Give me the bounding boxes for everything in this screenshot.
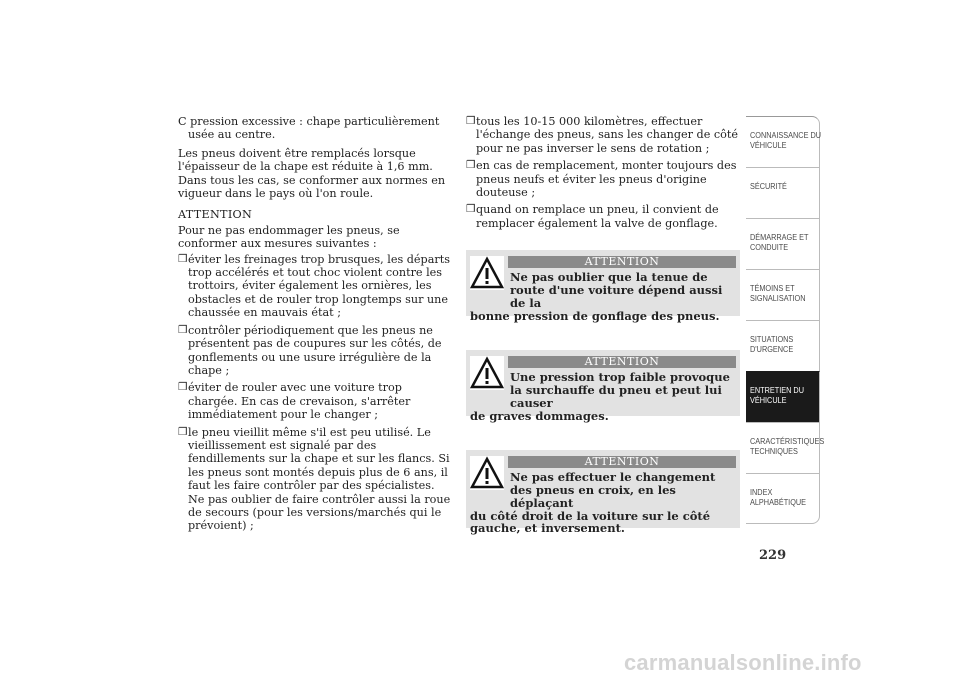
bullet-item: ❒ contrôler périodiquement que les pneus ne présentent pas de coupures sur les côtés, de gonflements ou une usure irrégulière de la chape ; [178,323,442,377]
bullet-item: ❒ éviter les freinages trop brusques, les départs trop accélérés et tout choc violent contre les trottoirs, éviter également les ornières, les obstacles et de rouler trop longtemps sur une chaussée en mauvais état ; [178,252,450,320]
checkbox-bullet-icon: ❒ [466,203,476,216]
warning-text-continued: bonne pression de gonflage des pneus. [470,308,720,323]
right-column [466,115,740,536]
warning-box [466,450,740,536]
warning-title: ATTENTION [508,256,736,268]
tab-securite[interactable]: SÉCURITÉ [746,167,820,218]
checkbox-bullet-icon: ❒ [178,323,188,336]
warning-text-continued: de graves dommages. [470,408,609,423]
warning-text: Ne pas oublier que la tenue de route d'une voiture dépend aussi de la [510,270,723,310]
left-column [178,115,452,537]
paragraph-measures: Pour ne pas endommager les pneus, se conformer aux mesures suivantes : [178,223,400,251]
tab-entretien-du-vehicule[interactable]: ENTRETIEN DU VÉHICULE [746,371,820,422]
tab-caracteristiques-techniques[interactable]: CARACTÉRISTIQUES TECHNIQUES [746,422,820,473]
attention-heading: ATTENTION [178,208,253,222]
checkbox-bullet-icon: ❒ [178,252,188,265]
bullet-item: ❒ le pneu vieillit même s'il est peu utilisé. Le vieillissement est signalé par des fendillements sur la chape et sur les flancs. Si les pneus sont montés depuis plus de 6 ans, il faut les faire contrôler par des spécialistes. Ne pas oublier de faire contrôler aussi la roue de secours (pour les versions/marchés qui le prévoient) ; [178,425,451,533]
checkbox-bullet-icon: ❒ [178,425,188,438]
page-number: 229 [759,548,787,563]
warning-title: ATTENTION [508,456,736,468]
tab-index-alphabetique[interactable]: INDEX ALPHABÉTIQUE [746,473,820,524]
warning-text: Une pression trop faible provoque la surchauffe du pneu et peut lui causer [510,370,730,410]
warning-triangle-icon [470,256,504,290]
checkbox-bullet-icon: ❒ [466,159,476,172]
tab-connaissance-du-vehicule[interactable]: CONNAISSANCE DU VÉHICULE [746,116,820,167]
warning-text-continued: du côté droit de la voiture sur le côté gauche, et inversement. [470,508,711,536]
warning-triangle-icon [470,456,504,490]
bullet-item: ❒ en cas de remplacement, monter toujours des pneus neufs et éviter les pneus d'origine douteuse ; [466,159,737,200]
chapter-sidebar [746,116,825,524]
warning-text: Ne pas effectuer le changement des pneus en croix, en les déplaçant [510,470,716,510]
warning-title: ATTENTION [508,356,736,368]
bullet-item: ❒ quand on remplace un pneu, il convient de remplacer également la valve de gonflage. [466,203,719,230]
tab-demarrage-et-conduite[interactable]: DÉMARRAGE ET CONDUITE [746,218,820,269]
checkbox-bullet-icon: ❒ [178,381,188,394]
tab-situations-d-urgence[interactable]: SITUATIONS D'URGENCE [746,320,820,371]
warning-triangle-icon [470,356,504,390]
watermark: carmanualsonline.info [624,650,862,675]
bullet-item: ❒ éviter de rouler avec une voiture trop chargée. En cas de crevaison, s'arrêter immédiatement pour le changer ; [178,381,411,422]
item-c: C pression excessive : chape particulièrement usée au centre. [178,115,440,142]
warning-box [466,350,740,423]
paragraph-tire-replacement: Les pneus doivent être remplacés lorsque l'épaisseur de la chape est réduite à 1,6 mm. Dans tous les cas, se conformer aux normes en vigueur dans le pays où l'on roule. [178,146,446,201]
checkbox-bullet-icon: ❒ [466,115,476,127]
bullet-item: ❒ tous les 10-15 000 kilomètres, effectuer l'échange des pneus, sans les changer de côté pour ne pas inverser le sens de rotation ; [466,115,738,155]
tab-temoins-et-signalisation[interactable]: TÉMOINS ET SIGNALISATION [746,269,820,320]
warning-box [466,250,740,323]
